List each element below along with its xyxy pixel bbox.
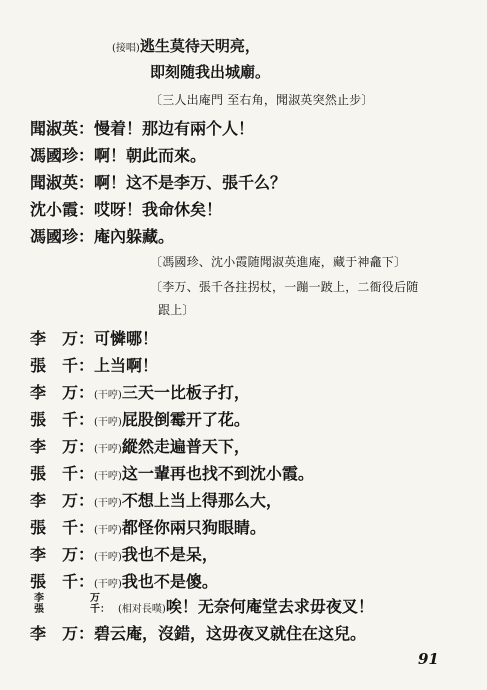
line-2: 即刻随我出城廟。 (150, 63, 271, 81)
dialogue-line: 李 万：(干哼)三天一比板子打， (30, 383, 250, 402)
stage-direction: 〔三人出庵門 至右角，聞淑英突然止步〕 (150, 93, 374, 107)
dialogue-line: 李 万：(干哼)縱然走遍普天下， (30, 437, 250, 456)
page-number: 91 (418, 650, 439, 668)
duo-speaker-names: 李 張 (34, 593, 44, 615)
dialogue-line: 沈小霞：哎呀！我命休矣！ (30, 200, 223, 219)
duo-speaker-suffix: 万 千： (90, 593, 110, 615)
dialogue-line: 李 万：(干哼)我也不是呆， (30, 545, 218, 564)
dialogue-line: 聞淑英：啊！这不是李万、張千么？ (30, 173, 287, 192)
dialogue-line: 張 千：(干哼)屁股倒霉开了花。 (30, 410, 250, 429)
stage-direction: 跟上〕 (158, 303, 195, 317)
dialogue-line: 張 千：(干哼)我也不是傻。 (30, 572, 218, 591)
dialogue-line: 李 万：(干哼)不想上当上得那么大， (30, 491, 282, 510)
dialogue-line: 馮國珍：庵內躲藏。 (30, 227, 175, 246)
dialogue-line: 聞淑英：慢着！那边有兩个人！ (30, 119, 255, 138)
stage-direction: 〔馮國珍、沈小霞随聞淑英進庵，藏于神龕下〕 (150, 255, 407, 269)
dialogue-line: 張 千：上当啊！ (30, 356, 159, 375)
dialogue-line: (相对長嘆)唉！无奈何庵堂去求毋夜叉！ (118, 597, 374, 616)
dialogue-line: 張 千：(干哼)都怪你兩只狗眼睛。 (30, 518, 266, 537)
dialogue-line: 馮國珍：啊！朝此而來。 (30, 146, 207, 165)
dialogue-line: 李 万：碧云庵，沒錯，这毋夜叉就住在这兒。 (30, 624, 367, 643)
dialogue-line: 張 千：(干哼)这一輩再也找不到沈小霞。 (30, 464, 314, 483)
line-1: (接唱)逃生莫待天明亮， (112, 37, 260, 55)
stage-direction: 〔李万、張千各拄拐杖，一蹦一跛上，二衙役后随 (150, 280, 419, 294)
dialogue-line: 李 万：可憐哪！ (30, 329, 159, 348)
